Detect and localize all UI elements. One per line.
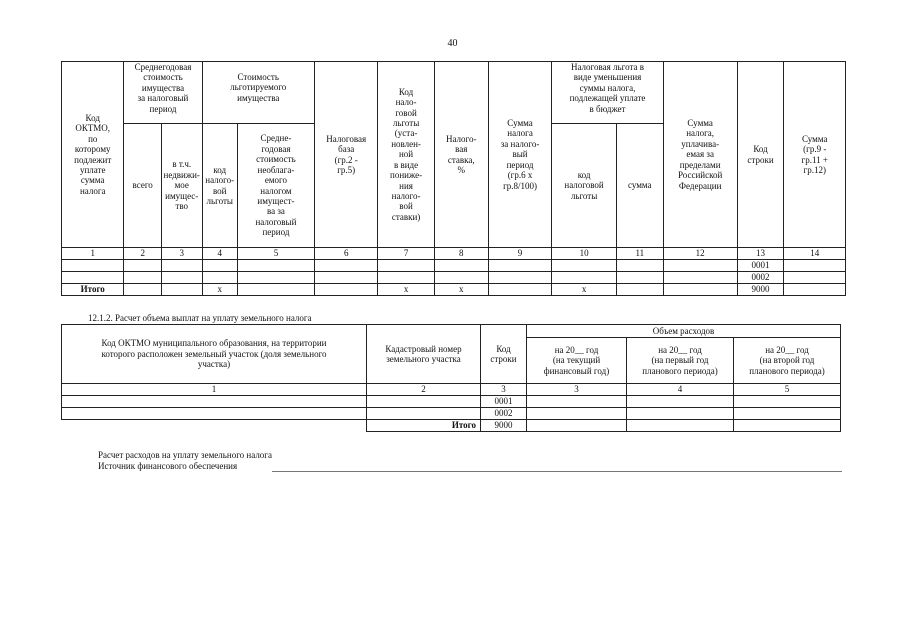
header-reduction-code: Код нало- говой льготы (уста- новлен- ной в виде пониже- ния налого- вой ставки) [378, 62, 434, 248]
column-number: 8 [434, 248, 488, 260]
header-year-second: на 20__ год (на второй год планового периода) [734, 338, 841, 384]
header-expenses: Объем расходов [527, 325, 841, 338]
header-relief-avg: Средне- годовая стоимость необлага- емого налогом имущест- ва за налоговый период [237, 124, 314, 248]
column-number: 10 [552, 248, 617, 260]
land-tax-table [61, 324, 841, 432]
calc-label: Расчет расходов на уплату земельного налога [98, 450, 272, 460]
property-tax-table [61, 61, 846, 296]
total-mark: x [378, 284, 434, 296]
total-label: Итого [62, 284, 124, 296]
header-line-code-land: Код строки [481, 325, 527, 384]
header-relief-code: код налого- вой льготы [202, 124, 237, 248]
line-code-cell: 0001 [737, 260, 784, 272]
total-row [62, 420, 841, 432]
header-cadastral: Кадастровый номер земельного участка [367, 325, 481, 384]
total-mark: x [434, 284, 488, 296]
table-row [62, 408, 841, 420]
table-row [62, 272, 846, 284]
column-number: 5 [237, 248, 314, 260]
header-decrease-code: код налоговой льготы [552, 124, 617, 248]
header-year-first: на 20__ год (на первый год планового периода) [627, 338, 734, 384]
header-paid-abroad: Сумма налога, уплачива- емая за пределами Российской Федерации [663, 62, 737, 248]
column-number: 3 [527, 384, 627, 396]
header-total-sum: Сумма (гр.9 - гр.11 + гр.12) [784, 62, 846, 248]
header-avg-realty: в т.ч. недвижи- мое имущес- тво [161, 124, 202, 248]
column-number: 1 [62, 248, 124, 260]
total-row [62, 284, 846, 296]
header-decrease-sum: сумма [616, 124, 663, 248]
column-number: 7 [378, 248, 434, 260]
header-decrease: Налоговая льгота в виде уменьшения суммы налога, подлежащей уплате в бюджет [552, 62, 663, 124]
total-code: 9000 [481, 420, 527, 432]
header-tax-amount: Сумма налога за налого- вый период (гр.6 х гр.8/100) [488, 62, 552, 248]
total-code: 9000 [737, 284, 784, 296]
column-number: 5 [734, 384, 841, 396]
column-number: 2 [124, 248, 161, 260]
column-number: 3 [481, 384, 527, 396]
source-field-line [272, 471, 842, 472]
column-number: 4 [627, 384, 734, 396]
header-relief-value: Стоимость льготируемого имущества [202, 62, 314, 124]
header-line-code: Код строки [737, 62, 784, 248]
column-number: 13 [737, 248, 784, 260]
column-number: 1 [62, 384, 367, 396]
column-number: 4 [202, 248, 237, 260]
header-oktmo: Код ОКТМО, по которому подлежит уплате сумма налога [62, 62, 124, 248]
section-title: 12.1.2. Расчет объема выплат на уплату земельного налога [88, 313, 312, 323]
line-code-cell: 0002 [481, 408, 527, 420]
column-number: 14 [784, 248, 846, 260]
header-tax-base: Налоговая база (гр.2 - гр.5) [314, 62, 378, 248]
total-mark: x [202, 284, 237, 296]
column-number: 6 [314, 248, 378, 260]
column-numbers-row [62, 384, 841, 396]
column-number: 3 [161, 248, 202, 260]
column-number: 2 [367, 384, 481, 396]
total-mark: x [552, 284, 617, 296]
source-label: Источник финансового обеспечения [98, 461, 238, 471]
header-avg-value: Среднегодовая стоимость имущества за налоговый период [124, 62, 202, 124]
table-row [62, 396, 841, 408]
column-numbers-row [62, 248, 846, 260]
column-number: 12 [663, 248, 737, 260]
header-tax-rate: Налого- вая ставка, % [434, 62, 488, 248]
column-number: 9 [488, 248, 552, 260]
page-number: 40 [447, 38, 458, 49]
line-code-cell: 0001 [481, 396, 527, 408]
header-year-current: на 20__ год (на текущий финансовый год) [527, 338, 627, 384]
line-code-cell: 0002 [737, 272, 784, 284]
total-label: Итого [367, 420, 481, 432]
header-avg-total: всего [124, 124, 161, 248]
table-row [62, 260, 846, 272]
column-number: 11 [616, 248, 663, 260]
header-oktmo-land: Код ОКТМО муниципального образования, на территории которого расположен земельный участок (доля земельного участка) [62, 325, 367, 384]
